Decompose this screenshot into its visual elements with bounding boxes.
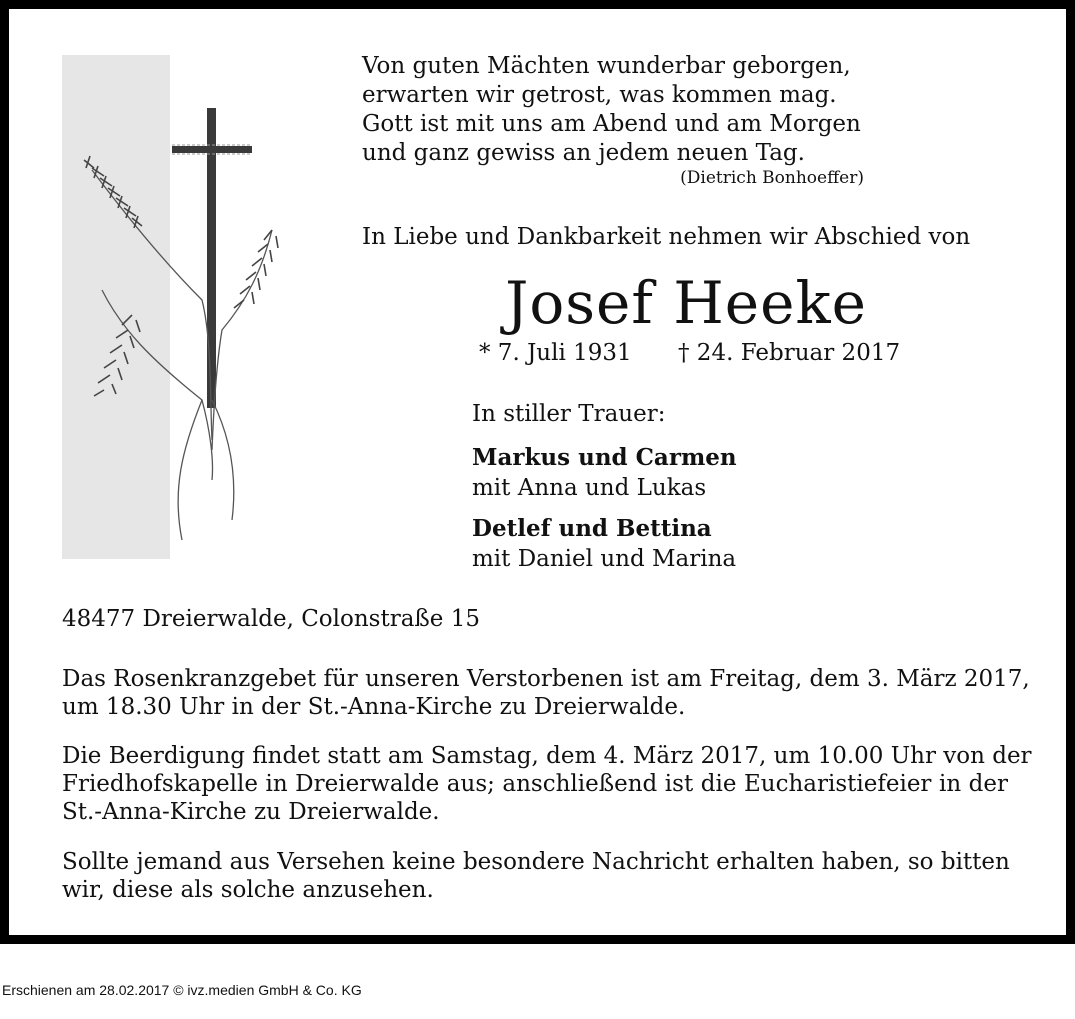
poem-author: (Dietrich Bonhoeffer) (680, 168, 864, 188)
poem-line: erwarten wir getrost, was kommen mag. (362, 82, 837, 108)
paragraph-line: Sollte jemand aus Versehen keine besondere Nachricht erhalten haben, so bitten (62, 849, 1010, 875)
poem-line: Von guten Mächten wunderbar geborgen, (362, 53, 851, 79)
deceased-name: Josef Heeke (505, 269, 867, 337)
paragraph-line: Das Rosenkranzgebet für unseren Verstorbenen ist am Freitag, dem 3. März 2017, (62, 666, 1030, 692)
paragraph-line: um 18.30 Uhr in der St.-Anna-Kirche zu Dreierwalde. (62, 694, 686, 720)
publication-footer: Erschienen am 28.02.2017 © ivz.medien GmbH & Co. KG (2, 982, 362, 998)
family-children: mit Anna und Lukas (472, 475, 707, 501)
mourner-family (472, 442, 737, 504)
notice-paragraph (62, 848, 1008, 904)
paragraph-line: Die Beerdigung findet statt am Samstag, dem 4. März 2017, um 10.00 Uhr von der (62, 743, 1032, 769)
poem-line: und ganz gewiss an jedem neuen Tag. (362, 140, 805, 166)
birth-date: * 7. Juli 1931 (479, 340, 632, 366)
family-children: mit Daniel und Marina (472, 546, 737, 572)
wheat-icon (84, 156, 278, 540)
mourner-family (472, 513, 736, 575)
poem (362, 52, 882, 168)
cross-and-wheat-illustration (62, 100, 302, 570)
farewell-intro: In Liebe und Dankbarkeit nehmen wir Abschied von (362, 224, 971, 250)
family-names: Detlef und Bettina (472, 515, 712, 542)
address: 48477 Dreierwalde, Colonstraße 15 (62, 606, 480, 632)
mourning-heading: In stiller Trauer: (472, 401, 666, 427)
paragraph-line: Friedhofskapelle in Dreierwalde aus; anschließend ist die Eucharistiefeier in der (62, 771, 1008, 797)
funeral-paragraph (62, 742, 1032, 826)
paragraph-line: St.-Anna-Kirche zu Dreierwalde. (62, 799, 440, 825)
paragraph-line: wir, diese als solche anzusehen. (62, 877, 434, 903)
cross-icon (172, 108, 252, 408)
poem-line: Gott ist mit uns am Abend und am Morgen (362, 111, 861, 137)
rosary-paragraph (62, 665, 1030, 721)
death-date: † 24. Februar 2017 (678, 340, 901, 366)
family-names: Markus und Carmen (472, 444, 737, 471)
